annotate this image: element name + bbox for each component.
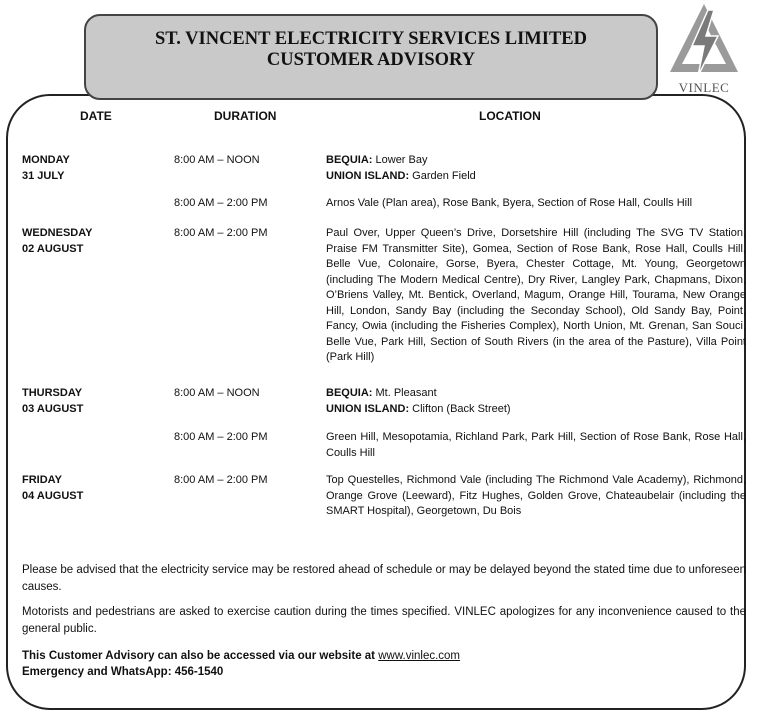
row-date: 03 AUGUST	[22, 402, 84, 415]
location-text: Garden Field	[409, 169, 476, 182]
row-duration: 8:00 AM – 2:00 PM	[174, 227, 268, 239]
location-text: Clifton (Back Street)	[409, 402, 511, 415]
company-name: ST. VINCENT ELECTRICITY SERVICES LIMITED	[154, 29, 587, 49]
row-wednesday-date	[22, 226, 93, 257]
location-label: UNION ISLAND:	[326, 169, 410, 182]
location-text: Lower Bay	[372, 154, 428, 166]
row-location: Green Hill, Mesopotamia, Richland Park, Park Hill, Section of Rose Bank, Rose Hall, Coulls Hill	[326, 431, 746, 459]
row-day: MONDAY	[22, 154, 70, 166]
row-duration: 8:00 AM – 2:00 PM	[174, 474, 268, 486]
vinlec-logo	[668, 2, 740, 98]
row-duration: 8:00 AM – NOON	[174, 154, 260, 166]
row-monday-date	[22, 153, 70, 184]
advisory-banner	[84, 14, 658, 100]
row-location	[326, 386, 746, 417]
row-day: FRIDAY	[22, 474, 62, 486]
row-location: Arnos Vale (Plan area), Rose Bank, Byera, Section of Rose Hall, Coulls Hill	[326, 197, 693, 209]
location-label: BEQUIA:	[326, 154, 373, 166]
row-date: 04 AUGUST	[22, 489, 84, 502]
lightning-triangle-icon	[668, 2, 740, 82]
website-text: This Customer Advisory can also be accessed via our website at	[22, 650, 379, 662]
header-date: DATE	[80, 109, 112, 123]
location-label: BEQUIA:	[326, 387, 373, 399]
location-label: UNION ISLAND:	[326, 402, 410, 415]
advisory-title: CUSTOMER ADVISORY	[266, 50, 476, 70]
emergency-contact: Emergency and WhatsApp: 456-1540	[22, 666, 224, 678]
row-friday-date	[22, 473, 83, 504]
website-notice	[22, 648, 460, 665]
header-duration: DURATION	[214, 109, 277, 123]
row-location: Top Questelles, Richmond Vale (including The Richmond Vale Academy), Richmond, Orange Grove (Leeward), Fitz Hughes, Golden Grove, Chateaubelair (including the SMART Hospital), Georgetown, Du Bois	[326, 474, 746, 517]
logo-text: VINLEC	[678, 80, 730, 95]
website-link[interactable]: www.vinlec.com	[378, 650, 461, 662]
row-duration: 8:00 AM – NOON	[174, 387, 260, 399]
row-date: 31 JULY	[22, 169, 65, 182]
header-location: LOCATION	[479, 109, 541, 123]
row-day: WEDNESDAY	[22, 227, 93, 239]
row-date: 02 AUGUST	[22, 242, 84, 255]
caution-notice: Motorists and pedestrians are asked to exercise caution during the times specified. VINLEC apologizes for any inconvenience caused to the general public.	[22, 606, 746, 635]
row-day: THURSDAY	[22, 387, 83, 399]
row-location: Paul Over, Upper Queen’s Drive, Dorsetshire Hill (including The SVG TV Station, Praise FM Transmitter Site), Gomea, Section of Rose Bank, Rose Hall, Coulls Hill, Belle Vue, Colonaire, Gorse, Byera, Chester Cottage, Mt. Young, Georgetown (including The Modern Medical Centre), Dry River, Langley Park, Chapmans, Dixon, O’Briens Valley, Mt. Bentick, Overland, Magum, Orange Hill, Tourama, New Orange Hill, London, Sandy Bay (including the Seconday School), Old Sandy Bay, Point, Fancy, Owia (including the Fisheries Complex), North Union, Mt. Grenan, San Souci, Belle Vue, Park Hill, Section of South Rivers (in the area of the Pasture), Villa Point (Park Hill)	[326, 227, 746, 363]
location-text: Mt. Pleasant	[372, 387, 437, 399]
row-duration: 8:00 AM – 2:00 PM	[174, 431, 268, 443]
restoration-notice: Please be advised that the electricity service may be restored ahead of schedule or may be delayed beyond the stated time due to unforeseen causes.	[22, 564, 746, 593]
row-location	[326, 153, 746, 184]
row-duration: 8:00 AM – 2:00 PM	[174, 197, 268, 209]
row-thursday-date	[22, 386, 83, 417]
